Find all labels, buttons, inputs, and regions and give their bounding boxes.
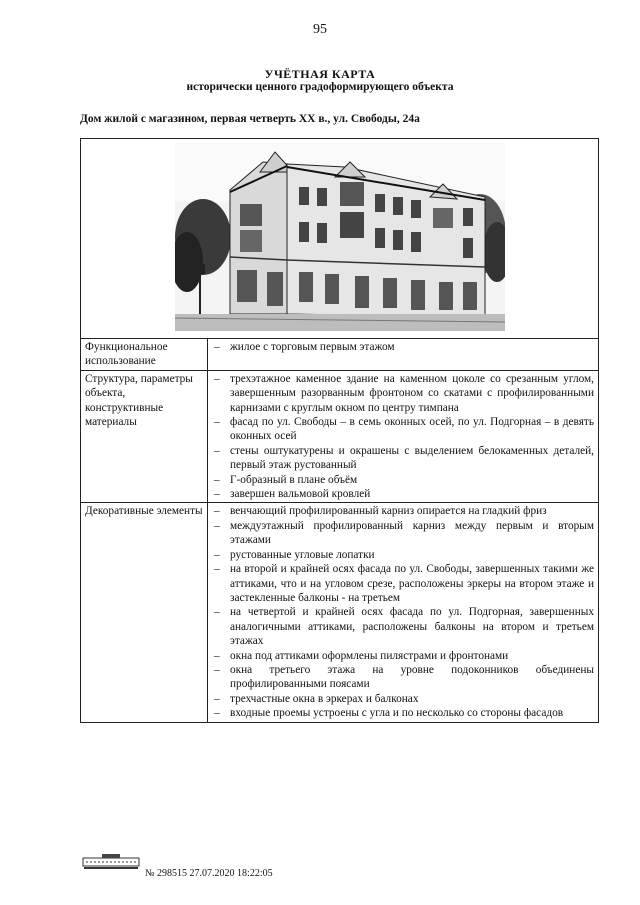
list-item: – рустованные угловые лопатки [214,548,375,561]
card-title: УЧЁТНАЯ КАРТА [264,67,376,81]
row-label: Декоративные элементы [81,503,208,722]
list-item: – Г-образный в плане объём [214,473,358,486]
record-card-table [80,138,599,723]
card-subtitle: исторически ценного градоформирующего объекта [186,81,454,93]
document-stamp-logo [82,852,140,870]
list-item: – трехчастные окна в эркерах и балконах [214,692,419,705]
list-item: – окна под аттиками оформлены пилястрами и фронтонами [214,649,509,662]
photo-row [81,139,599,339]
item-text: Г-образный в плане объём [230,473,358,486]
item-text: стены оштукатурены и окрашены с выделением белокаменных деталей, первый этаж рустованный [230,444,594,472]
list-item: – на четвертой и крайней осях фасада по ул. Подгорная, завершенных аналогичными аттиками, расположены балконы на втором и третьем этажах [214,606,594,648]
list-item: – трехэтажное каменное здание на каменном цоколе со срезанным углом, завершенным разорванным фронтоном со скатами с профилированными карнизами с круглым окном по центру тимпана [214,372,594,414]
row-items [208,370,599,503]
row-items [208,339,599,371]
item-text: на четвертой и крайней осях фасада по ул. Подгорная, завершенных аналогичными аттиками, расположены балконы на втором и третьем этажах [230,606,594,648]
item-text: фасад по ул. Свободы – в семь оконных осей, по ул. Подгорная – в девять оконных осей [230,416,594,443]
item-text: входные проемы устроены с угла и по несколько со стороны фасадов [230,707,564,720]
list-item: – на второй и крайней осях фасада по ул. Свободы, завершенных такими же аттиками, что и на угловом срезе, расположены эркеры на втором этаже и застекленные балконы - на третьем [214,563,594,604]
list-item: – фасад по ул. Свободы – в семь оконных осей, по ул. Подгорная – в девять оконных осей [214,416,594,443]
list-item: – завершен вальмовой кровлей [214,488,371,501]
item-text: рустованные угловые лопатки [230,548,375,561]
object-title: Дом жилой с магазином, первая четверть XX в., ул. Свободы, 24а [80,113,420,125]
list-item: – венчающий профилированный карниз опирается на гладкий фриз [214,505,547,518]
registration-number: № 298515 27.07.2020 18:22:05 [145,868,273,879]
list-item: – окна третьего этажа на уровне подоконников объединены профилированными поясами [214,663,594,691]
item-text: венчающий профилированный карниз опирается на гладкий фриз [230,505,547,518]
list-item: – междуэтажный профилированный карниз между первым и вторым этажами [214,519,594,547]
item-text: трехэтажное каменное здание на каменном цоколе со срезанным углом, завершенным разорванным фронтоном со скатами с профилированными карнизами с круглым окном по центру тимпана [230,372,594,414]
item-text: жилое с торговым первым этажом [230,341,395,353]
table-row [81,339,599,371]
table-row [81,370,599,503]
table-row [81,503,599,722]
item-text: завершен вальмовой кровлей [230,488,371,501]
row-items [208,503,599,722]
list-item: – входные проемы устроены с угла и по несколько со стороны фасадов [214,707,564,720]
photo-cell [81,139,599,339]
row-label: Функциональное использование [81,339,208,371]
item-text: на второй и крайней осях фасада по ул. Свободы, завершенных такими же аттиками, что и на угловом срезе, расположены эркеры на втором этаже и застекленные балконы - на третьем [230,563,594,604]
row-label: Структура, параметры объекта, конструктивные материалы [81,370,208,503]
item-text: трехчастные окна в эркерах и балконах [230,692,419,705]
item-text: окна третьего этажа на уровне подоконников объединены профилированными поясами [230,663,594,691]
list-item: – стены оштукатурены и окрашены с выделением белокаменных деталей, первый этаж рустованный [214,444,594,472]
item-text: окна под аттиками оформлены пилястрами и фронтонами [230,649,509,662]
item-text: междуэтажный профилированный карниз между первым и вторым этажами [230,519,594,547]
page-number: 95 [313,22,327,37]
list-item: – жилое с торговым первым этажом [214,341,395,353]
building-photo [175,142,505,331]
